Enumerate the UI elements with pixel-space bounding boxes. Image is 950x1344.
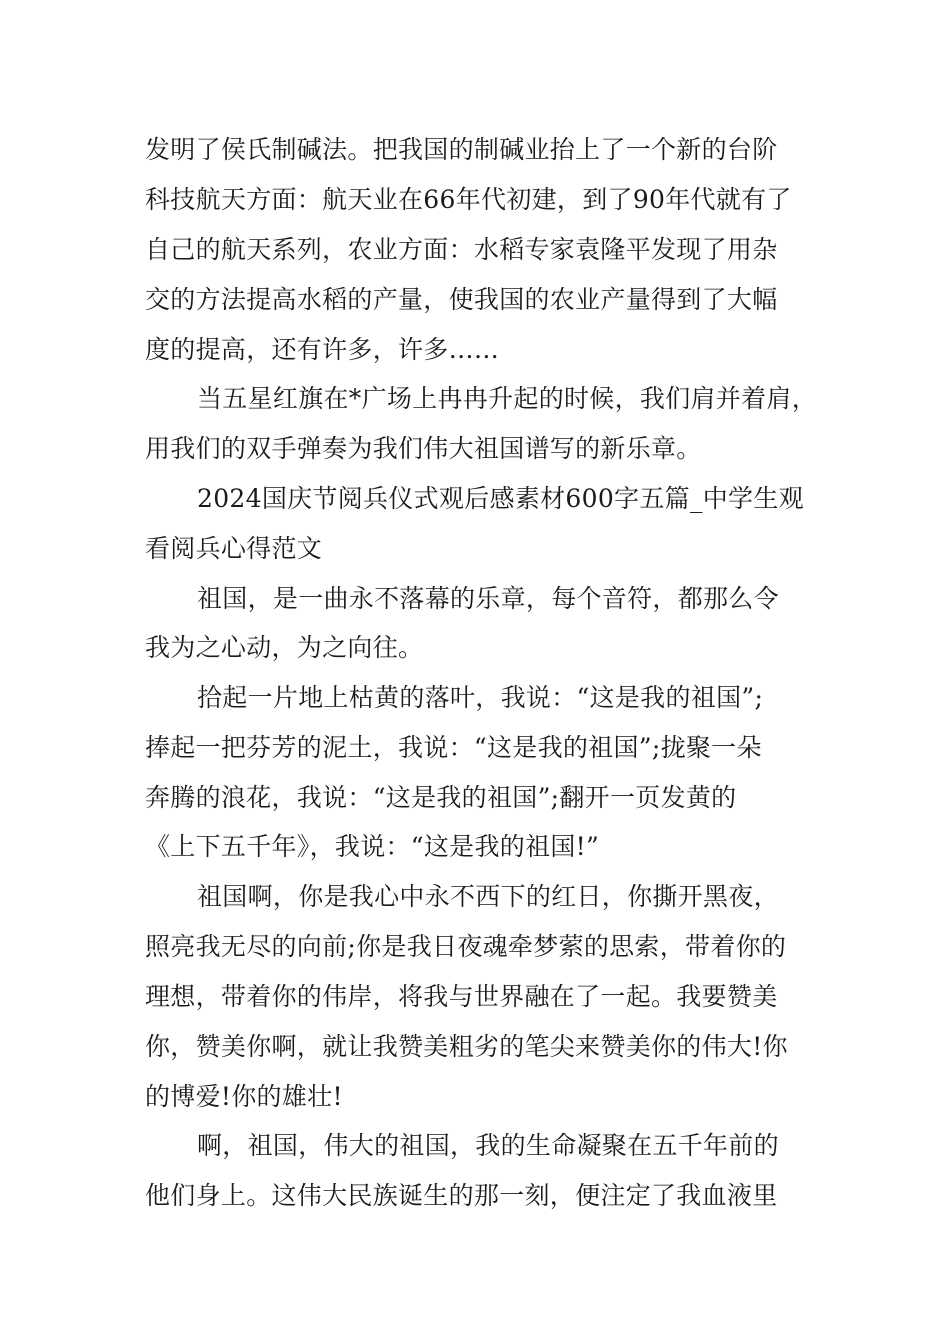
paragraph-first-line: 拾起一片地上枯黄的落叶，我说：“这是我的祖国”;: [197, 683, 764, 712]
paragraph-first-line: 当五星红旗在*广场上冉冉升起的时候，我们肩并着肩，: [197, 384, 818, 413]
text-line: 我为之心动，为之向往。: [145, 633, 424, 662]
text-line: 捧起一把芬芳的泥土，我说：“这是我的祖国”;拢聚一朵: [145, 733, 762, 762]
text-line: 自己的航天系列，农业方面：水稻专家袁隆平发现了用杂: [145, 235, 778, 264]
text-line: 照亮我无尽的向前;你是我日夜魂牵梦萦的思索，带着你的: [145, 932, 787, 961]
text-line: 交的方法提高水稻的产量，使我国的农业产量得到了大幅: [145, 285, 778, 314]
article-title-line: 看阅兵心得范文: [145, 534, 323, 563]
text-line: 理想，带着你的伟岸，将我与世界融在了一起。我要赞美: [145, 982, 778, 1011]
text-line: 《上下五千年》，我说：“这是我的祖国!”: [145, 832, 600, 861]
paragraph-first-line: 祖国，是一曲永不落幕的乐章，每个音符，都那么令: [197, 584, 779, 613]
paragraph-first-line: 祖国啊，你是我心中永不西下的红日，你撕开黑夜，: [197, 882, 779, 911]
text-line: 发明了侯氏制碱法。把我国的制碱业抬上了一个新的台阶: [145, 135, 778, 164]
text-line: 科技航天方面：航天业在66年代初建，到了90年代就有了: [145, 185, 792, 214]
article-title-line: 2024国庆节阅兵仪式观后感素材600字五篇_中学生观: [197, 484, 804, 513]
text-line: 你，赞美你啊，就让我赞美粗劣的笔尖来赞美你的伟大!你: [145, 1032, 788, 1061]
text-line: 他们身上。这伟大民族诞生的那一刻，便注定了我血液里: [145, 1181, 778, 1210]
text-line: 用我们的双手弹奏为我们伟大祖国谱写的新乐章。: [145, 434, 702, 463]
text-line: 的博爱!你的雄壮!: [145, 1082, 343, 1111]
paragraph-first-line: 啊，祖国，伟大的祖国，我的生命凝聚在五千年前的: [197, 1131, 779, 1160]
text-line: 度的提高，还有许多，许多……: [145, 335, 500, 364]
text-line: 奔腾的浪花，我说：“这是我的祖国”;翻开一页发黄的: [145, 783, 737, 812]
